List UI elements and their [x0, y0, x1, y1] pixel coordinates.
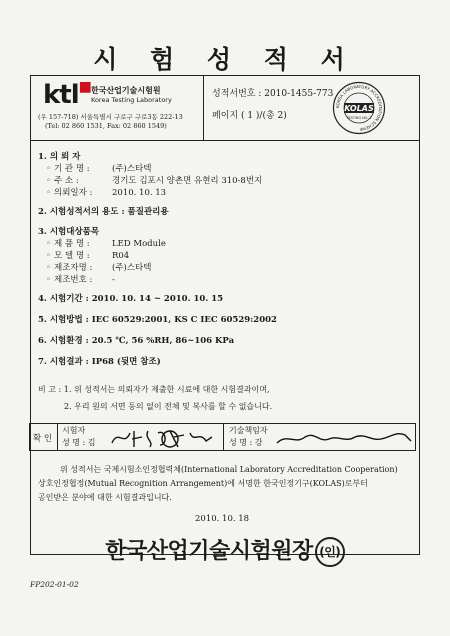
accreditation-statement-1: 위 성적서는 국제시험소인정협력체(International Laboratory Accreditation Cooperation) [60, 465, 398, 474]
org-name-korean: 한국산업기술시험원 [91, 86, 161, 95]
seal-number-text: TESTING NO. 1 [346, 116, 372, 120]
accreditation-statement-3: 공인받은 분야에 대한 시험결과입니다. [38, 493, 172, 502]
section-6-test-environment: 6. 시험환경 : 20.5 ℃, 56 %RH, 86~106 KPa [38, 336, 235, 346]
requester-address-row: ◦ 주 소 : 경기도 김포시 양촌면 유현리 310-8번지 [46, 176, 263, 186]
accreditation-statement-2: 상호인정협정(Mutual Recognition Arrangement)에 서명한 한국인정기구(KOLAS)로부터 [38, 479, 368, 488]
manager-title: 기술책임자 [229, 426, 268, 435]
certificate-number: 성적서번호 : 2010-1455-773 [212, 89, 334, 99]
section-3-title: 3. 시험대상품목 [38, 227, 100, 237]
manager-name: 성 명 : 강 [229, 438, 263, 447]
serial-number-row: ◦ 제조번호 : - [46, 275, 115, 285]
header-divider [30, 140, 420, 141]
product-name-row: ◦ 제 품 명 : LED Module [46, 239, 166, 249]
org-name-english: Korea Testing Laboratory [91, 96, 172, 104]
note-line-1: 비 고 : 1. 위 성적서는 의뢰자가 제출한 시료에 대한 시험결과이며, [38, 385, 270, 394]
section-5-test-method: 5. 시험방법 : IEC 60529:2001, KS C IEC 60529:2002 [38, 315, 277, 325]
seal-kolas-text: KOLAS [344, 104, 374, 113]
header-vertical-divider [203, 75, 204, 140]
kolas-seal-icon [332, 81, 386, 135]
request-date-row: ◦ 의뢰일자 : 2010. 10. 13 [46, 188, 167, 198]
tester-title: 시험자 [62, 426, 86, 435]
seal-ring-text: KOREA LABORATORY ACCREDITATION SCHEME [334, 83, 384, 133]
section-1-title: 1. 의 뢰 자 [38, 152, 81, 162]
org-address: (우 157-718) 서울특별시 구로구 구로3동 222-13 [38, 113, 183, 121]
issuer-seal: (인) [315, 537, 345, 567]
tester-name: 성 명 : 김 [62, 438, 96, 447]
manufacturer-row: ◦ 제조자명 : (주)스타텍 [46, 263, 152, 273]
tester-signature-icon [108, 425, 218, 451]
section-7-test-result: 7. 시험결과 : IP68 (뒷면 참조) [38, 357, 161, 367]
requester-org-row: ◦ 기 관 명 : (주)스타텍 [46, 164, 152, 174]
model-name-row: ◦ 모 델 명 : R04 [46, 251, 130, 261]
ktl-logo: ktl■ [43, 79, 91, 110]
document-title: 시 험 성 적 서 [93, 45, 357, 74]
issue-date: 2010. 10. 18 [195, 514, 250, 524]
form-code: FP202-01-02 [30, 580, 79, 589]
org-tel-fax: (Tel: 02 860 1531, Fax: 02 860 1549) [45, 122, 167, 130]
issuer-name: 한국산업기술시험원장 (인) [0, 534, 450, 567]
page-number: 페이지 ( 1 )/(총 2) [212, 111, 287, 121]
section-4-test-period: 4. 시험기간 : 2010. 10. 14 ~ 2010. 10. 15 [38, 294, 224, 304]
note-line-2: 2. 우리 원의 서면 동의 없이 전체 및 복사를 할 수 없습니다. [64, 402, 273, 411]
section-2-purpose: 2. 시험성적서의 용도 : 품질관리용 [38, 207, 169, 217]
manager-signature-icon [275, 427, 415, 449]
confirm-label: 확 인 [33, 434, 53, 444]
